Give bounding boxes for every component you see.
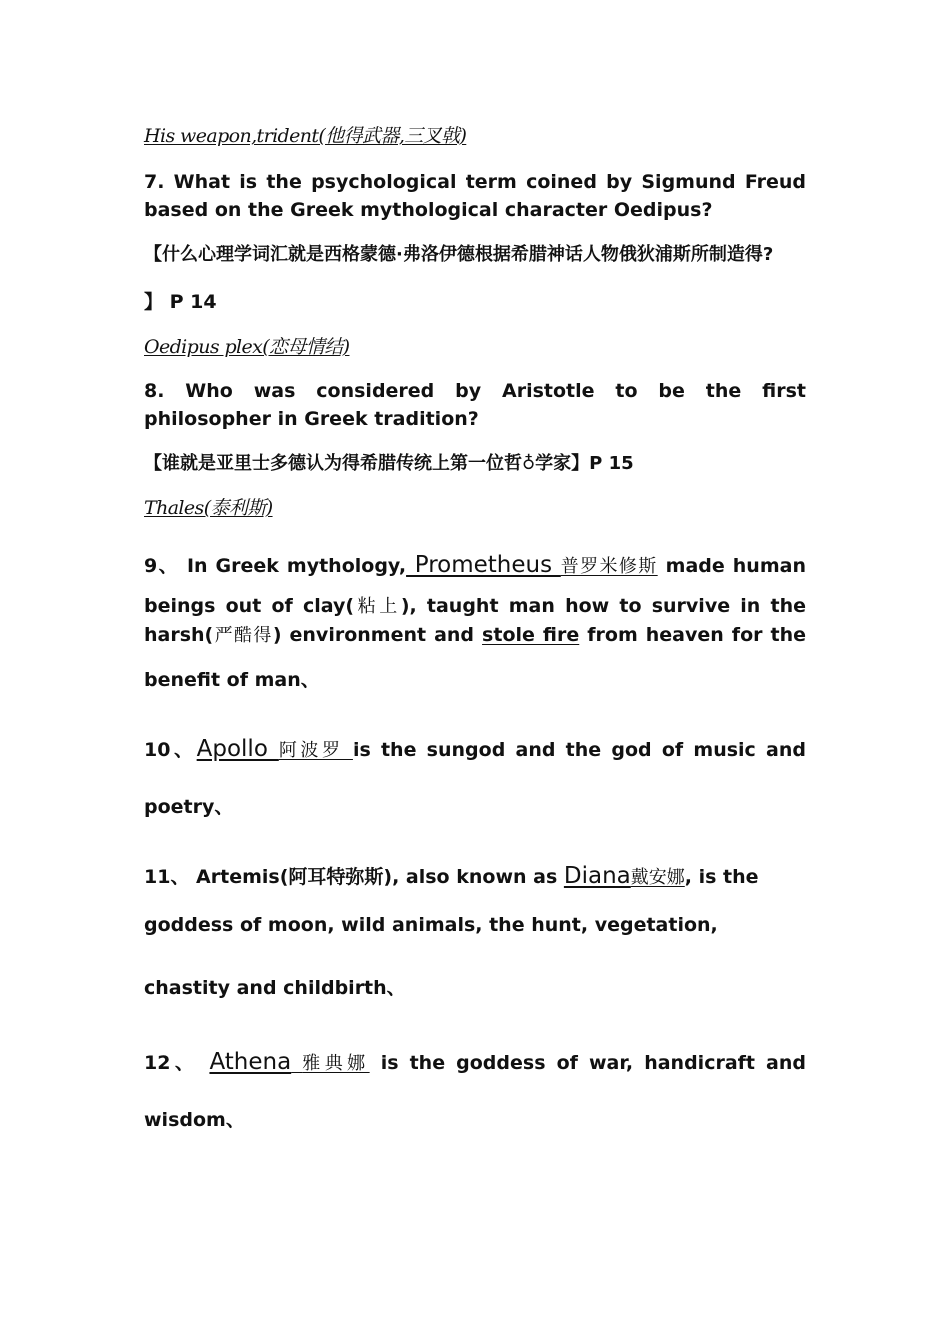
q10-name: Apollo xyxy=(196,736,279,762)
q6-answer: His weapon,trident(他得武器,三叉戟) xyxy=(144,125,467,147)
q9-line2 xyxy=(144,594,806,619)
q10-rest: is the sungod and the god of music and xyxy=(352,739,806,761)
q9-rest1: made human xyxy=(657,555,806,577)
q12-number: 12、 xyxy=(144,1052,199,1074)
q7-question-line1: 7. What is the psychological term coined by Sigmund Freud xyxy=(144,171,806,193)
q9-stole-fire: stole fire xyxy=(482,624,580,646)
q10-line1 xyxy=(144,737,806,763)
q11-name: Diana xyxy=(563,863,631,889)
q9-l2b: 粘上 xyxy=(354,596,401,617)
q10-line2: poetry、 xyxy=(144,796,234,818)
q11-line3: chastity and childbirth、 xyxy=(144,977,406,999)
q11-b: , is the xyxy=(684,866,759,888)
q8-chinese-question: 【谁就是亚里士多德认为得希腊传统上第一位哲♁学家】P 15 xyxy=(144,453,634,474)
q7-page-ref: 】 P 14 xyxy=(144,291,217,313)
q9-name-cn: 普罗米修斯 xyxy=(560,556,658,577)
q8-question-line2: philosopher in Greek tradition? xyxy=(144,408,479,430)
q10-name-cn: 阿波罗 xyxy=(278,740,353,761)
q8-answer: Thales(泰利斯) xyxy=(144,497,273,519)
q12-name-cn: 雅典娜 xyxy=(302,1053,370,1074)
q9-line4: benefit of man、 xyxy=(144,669,320,691)
q9-line1 xyxy=(144,553,806,579)
q9-l3c: ) environment and xyxy=(272,624,483,646)
q9-l3a: harsh( xyxy=(144,624,214,646)
q9-l2c: ), taught man how to survive in the xyxy=(400,595,807,617)
q10-number: 10、 xyxy=(144,739,197,761)
q12-line2: wisdom、 xyxy=(144,1109,245,1131)
q9-l3b: 严酷得 xyxy=(213,625,273,646)
q11-a: 11、 Artemis(阿耳特弥斯), also known as xyxy=(144,866,564,888)
q8-question-line1: 8. Who was considered by Aristotle to be the first xyxy=(144,380,806,402)
q7-answer: Oedipus plex(恋母情结) xyxy=(144,336,350,358)
q9-number: 9、 In Greek mythology, xyxy=(144,555,407,577)
q12-line1 xyxy=(144,1050,806,1076)
q7-question-line2: based on the Greek mythological character Oedipus? xyxy=(144,199,713,221)
q12-name: Athena xyxy=(209,1049,292,1075)
q11-name-cn: 戴安娜 xyxy=(630,867,685,888)
q7-chinese-question: 【什么心理学词汇就是西格蒙德·弗洛伊德根据希腊神话人物俄狄浦斯所制造得? xyxy=(144,244,774,265)
q9-line3 xyxy=(144,623,806,648)
q9-l2a: beings out of clay( xyxy=(144,595,355,617)
q11-line1 xyxy=(144,864,806,890)
q9-name: Prometheus xyxy=(406,552,561,578)
q12-rest: is the goddess of war, handicraft and xyxy=(380,1052,807,1074)
q9-l3e: from heaven for the xyxy=(579,624,806,646)
q11-line2: goddess of moon, wild animals, the hunt, vegetation, xyxy=(144,914,718,936)
